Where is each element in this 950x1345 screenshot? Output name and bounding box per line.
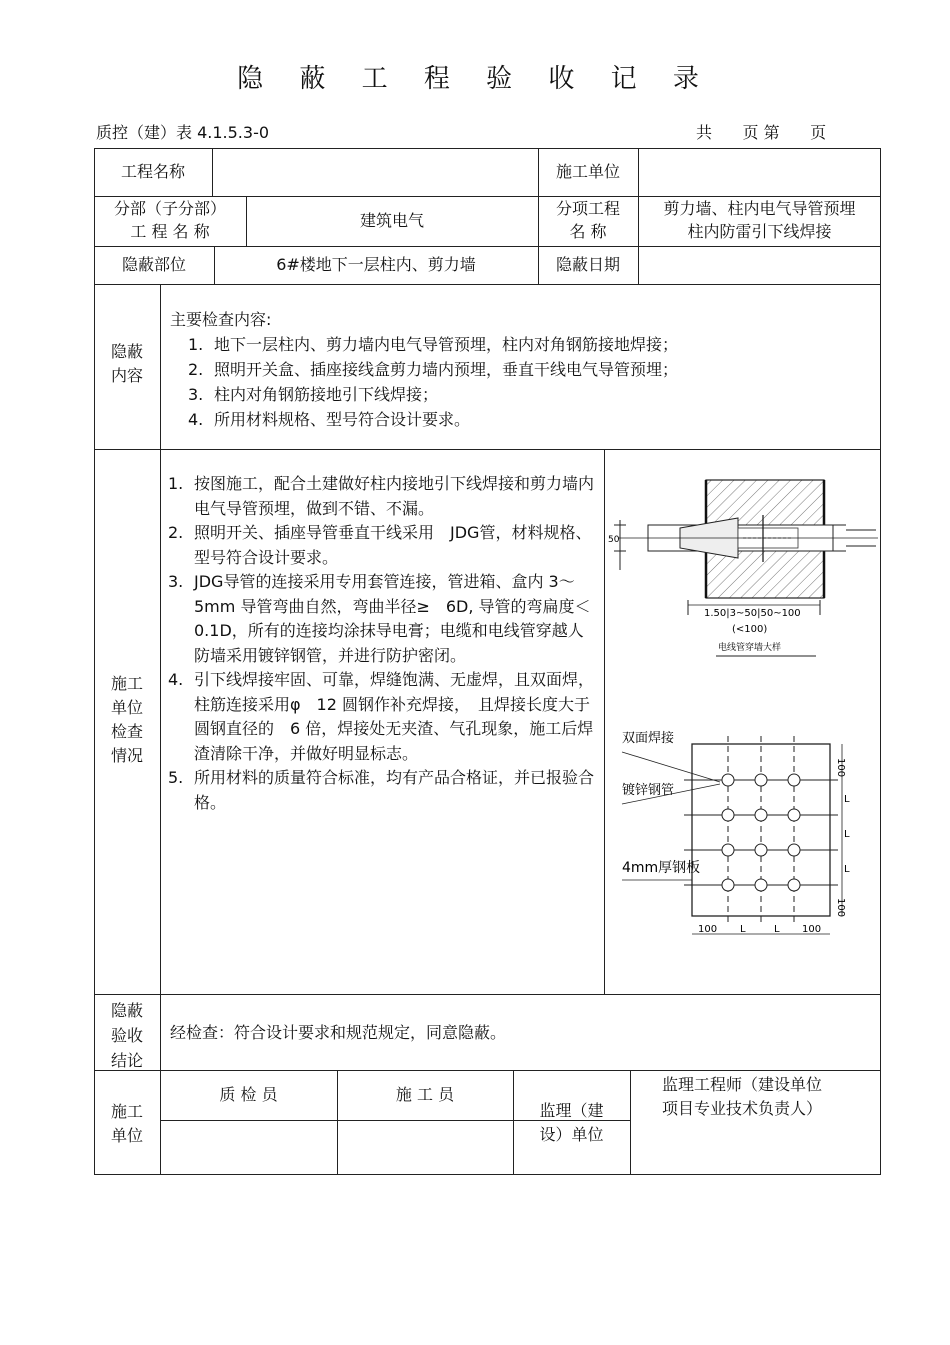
division-label-line2: 工 程 名 称 <box>130 222 210 241</box>
contractor-label-line1: 施工 <box>110 1102 143 1121</box>
inspection-item <box>168 766 598 815</box>
signature-contractor-label <box>94 1100 160 1148</box>
page-info: 共 页 第 页 <box>696 123 827 142</box>
inspection-item <box>168 570 598 668</box>
worker-label: 施 工 员 <box>395 1085 455 1104</box>
subitem-label-line2: 名 称 <box>569 222 607 241</box>
item-text: 所用材料规格、型号符合设计要求。 <box>214 410 471 429</box>
concealed-intro: 主要检查内容: <box>170 310 272 329</box>
inspector-label: 质 检 员 <box>219 1085 278 1104</box>
item-number: 5. <box>168 768 184 787</box>
item-text: 引下线焊接牢固、可靠，焊缝饱满、无虚焊，且双面焊，柱筋连接采用φ 12 圆钢作补充焊接， 且焊接长度大于圆钢直径的 6 倍，焊接处无夹渣、气孔现象，施工后焊渣清除干净，并做好明显标志。 <box>194 670 595 763</box>
item-text: JDG导管的连接采用专用套管连接，管进箱、盒内 3～5mm 导管弯曲自然，弯曲半径≥ 6D, 导管的弯扁度＜ 0.1D，所有的连接均涂抹导电膏；电缆和电线管穿越人防墙采用镀锌钢管，并进行防护密闭。 <box>194 572 591 665</box>
item-number: 3. <box>168 572 184 591</box>
division-label-line1: 分部（子分部） <box>113 199 226 218</box>
dim-right-100-bottom: 100 <box>835 898 846 918</box>
inspection-label-line1: 施工 <box>110 674 143 693</box>
dim-bottom-label: 1.50|3~50|50~100 <box>704 608 801 619</box>
dim-sub-label: (<100) <box>732 624 768 635</box>
inspection-label-line4: 情况 <box>110 746 143 765</box>
engineer-label <box>662 1073 877 1121</box>
supervisor-label-line1: 监理（建 <box>539 1101 604 1120</box>
conclusion-text: 经检查：符合设计要求和规范规定，同意隐蔽。 <box>170 1023 507 1042</box>
item-text: 按图施工，配合土建做好柱内接地引下线焊接和剪力墙内电气导管预埋，做到不错、不漏。 <box>194 474 595 518</box>
inspection-label-line2: 单位 <box>110 698 143 717</box>
item-number: 4. <box>168 670 184 689</box>
weld-plate-diagram <box>612 722 880 947</box>
item-text: 照明开关、插座导管垂直干线采用 JDG管，材料规格、型号符合设计要求。 <box>194 523 592 567</box>
location-value: 6#楼地下一层柱内、剪力墙 <box>276 255 476 274</box>
item-number: 1. <box>168 474 184 493</box>
inspection-item <box>168 668 598 766</box>
concealed-item <box>188 382 870 407</box>
conclusion-label-line3: 结论 <box>110 1051 143 1070</box>
form-code: 质控（建）表 4.1.5.3-0 <box>96 123 270 142</box>
item-number: 1. <box>188 335 204 354</box>
concealed-content <box>170 307 870 432</box>
engineer-label-line1: 监理工程师（建设单位 <box>662 1075 823 1094</box>
inspection-item <box>168 472 598 521</box>
concealed-item <box>188 332 870 357</box>
dim-right-100-top: 100 <box>835 758 846 778</box>
conduit-wall-diagram <box>608 470 880 665</box>
item-text: 柱内对角钢筋接地引下线焊接； <box>214 385 439 404</box>
engineer-label-line2: 项目专业技术负责人） <box>662 1099 823 1118</box>
rebar-grid <box>684 736 838 924</box>
concealed-label-line1: 隐蔽 <box>110 342 143 361</box>
division-value: 建筑电气 <box>359 211 424 230</box>
subitem-value <box>638 197 881 245</box>
subitem-value-line2: 柱内防雷引下线焊接 <box>687 222 832 241</box>
dim-bottom-100-right: 100 <box>802 924 822 935</box>
dim-right-L: L <box>844 829 850 840</box>
item-text: 所用材料的质量符合标准，均有产品合格证，并已报验合格。 <box>194 768 595 812</box>
subitem-value-line1: 剪力墙、柱内电气导管预埋 <box>663 199 856 218</box>
inspection-list <box>168 472 598 815</box>
dim-bottom-L: L <box>774 924 780 935</box>
item-number: 3. <box>188 385 204 404</box>
weld-label: 双面焊接 <box>622 731 675 746</box>
concealed-item <box>188 407 870 432</box>
location-label: 隐蔽部位 <box>121 255 186 274</box>
item-text: 地下一层柱内、剪力墙内电气导管预埋，柱内对角钢筋接地焊接； <box>214 335 679 354</box>
dim-side-label: 50 <box>608 535 620 545</box>
subitem-label-line1: 分项工程 <box>555 199 620 218</box>
pipe-label: 镀锌钢管 <box>622 783 675 798</box>
concealed-label-line2: 内容 <box>110 366 143 385</box>
date-label: 隐蔽日期 <box>555 255 620 274</box>
conclusion-label <box>94 998 160 1073</box>
concealed-content-label <box>94 340 160 388</box>
contractor-value <box>638 148 881 196</box>
diagram1-caption: 电线管穿墙大样 <box>718 643 782 653</box>
dim-bottom-100-left: 100 <box>698 924 718 935</box>
steel-plate-label: 4mm厚钢板 <box>622 860 701 876</box>
item-number: 4. <box>188 410 204 429</box>
date-value <box>638 246 881 284</box>
conclusion-label-line2: 验收 <box>110 1026 143 1045</box>
item-text: 照明开关盒、插座接线盒剪力墙内预埋，垂直干线电气导管预埋； <box>214 360 679 379</box>
conclusion-label-line1: 隐蔽 <box>110 1001 143 1020</box>
inspection-label-line3: 检查 <box>110 722 143 741</box>
dim-bottom-L: L <box>740 924 746 935</box>
project-name-value <box>212 148 538 196</box>
subitem-label <box>538 197 638 245</box>
project-name-label: 工程名称 <box>120 162 185 181</box>
inspection-label <box>94 672 160 768</box>
supervisor-label-line2: 设）单位 <box>539 1125 604 1144</box>
page-title: 隐 蔽 工 程 验 收 记 录 <box>237 64 713 94</box>
contractor-label: 施工单位 <box>555 162 620 181</box>
item-number: 2. <box>188 360 204 379</box>
supervisor-label <box>513 1099 630 1147</box>
concealed-item <box>188 357 870 382</box>
dim-right-L: L <box>844 864 850 875</box>
contractor-label-line2: 单位 <box>110 1126 143 1145</box>
division-label <box>94 197 246 245</box>
inspection-item <box>168 521 598 570</box>
dim-right-L: L <box>844 794 850 805</box>
item-number: 2. <box>168 523 184 542</box>
